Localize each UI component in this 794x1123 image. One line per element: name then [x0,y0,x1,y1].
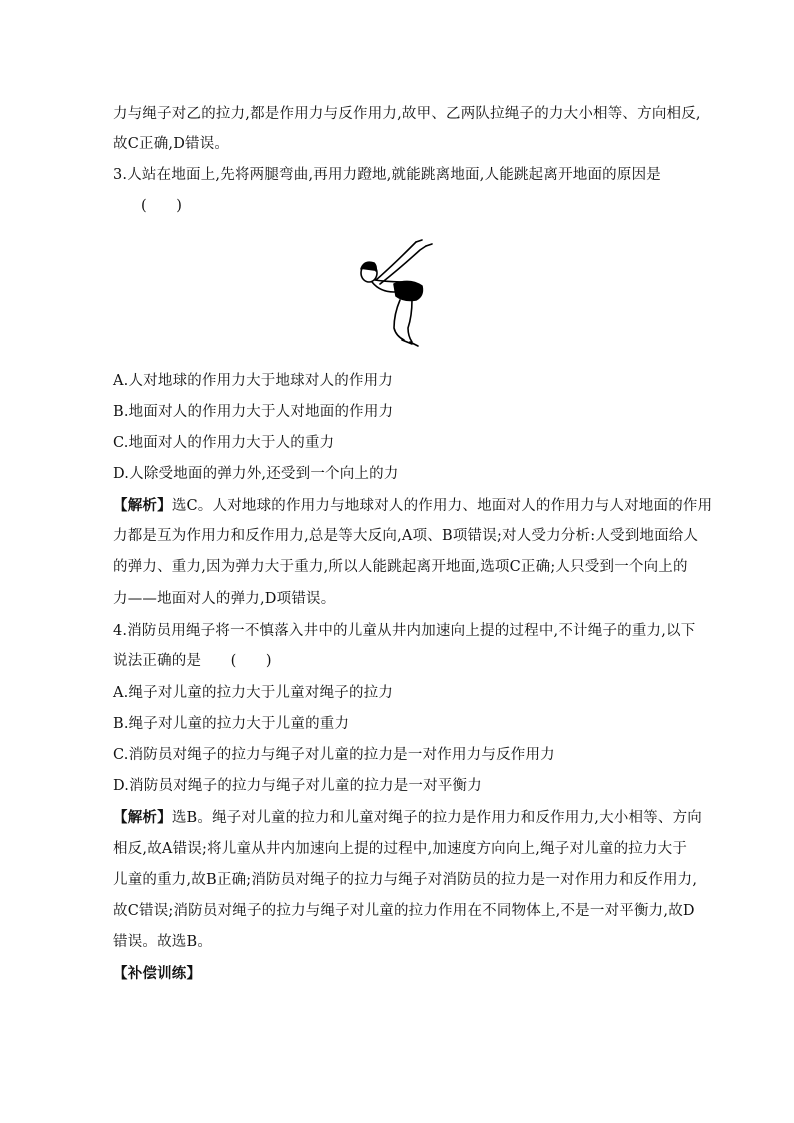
option-c: C.消防员对绳子的拉力与绳子对儿童的拉力是一对作用力与反作用力 [113,747,555,763]
question-3-stem: 3.人站在地面上,先将两腿弯曲,再用力蹬地,就能跳离地面,人能跳起离开地面的原因是 [113,167,661,183]
text-line: 故C正确,D错误。 [113,136,230,152]
answer-blank: ( ) [141,198,183,214]
option-c: C.地面对人的作用力大于人的重力 [113,435,335,451]
text-line: 力都是互为作用力和反作用力,总是等大反向,A项、B项错误;对人受力分析:人受到地面给人 [113,528,699,544]
option-d: D.消防员对绳子的拉力与绳子对儿童的拉力是一对平衡力 [113,778,482,794]
analysis-text: 选C。人对地球的作用力与地球对人的作用力、地面对人的作用力与人对地面的作用 [171,498,713,514]
text-line: 的弹力、重力,因为弹力大于重力,所以人能跳起离开地面,选项C正确;人只受到一个向上的 [113,559,688,575]
analysis-paragraph [113,496,712,516]
option-a: A.人对地球的作用力大于地球对人的作用力 [113,373,394,389]
jumping-person-figure [350,236,446,352]
jumper-illustration [350,236,446,352]
text-line: 错误。故选B。 [113,934,213,950]
analysis-label: 【解析】 [113,809,172,826]
text-line: 力与绳子对乙的拉力,都是作用力与反作用力,故甲、乙两队拉绳子的力大小相等、方向相反, [113,106,701,122]
option-d: D.人除受地面的弹力外,还受到一个向上的力 [113,466,399,482]
text-line: 儿童的重力,故B正确;消防员对绳子的拉力与绳子对消防员的拉力是一对作用力和反作用力, [113,872,698,888]
option-b: B.绳子对儿童的拉力大于儿童的重力 [113,716,350,732]
analysis-label: 【解析】 [113,497,172,514]
question-4-stem: 4.消防员用绳子将一不慎落入井中的儿童从井内加速向上提的过程中,不计绳子的重力,以下 [113,623,696,639]
text-line: 故C错误;消防员对绳子的拉力与绳子对儿童的拉力作用在不同物体上,不是一对平衡力,故D [113,903,695,919]
text-line: 相反,故A错误;将儿童从井内加速向上提的过程中,加速度方向向上,绳子对儿童的拉力大于 [113,841,688,857]
text-line: 说法正确的是 ( ) [113,653,272,669]
option-a: A.绳子对儿童的拉力大于儿童对绳子的拉力 [113,685,394,701]
section-heading: 【补偿训练】 [113,965,202,982]
text-line: 力——地面对人的弹力,D项错误。 [113,591,336,607]
option-b: B.地面对人的作用力大于人对地面的作用力 [113,404,394,420]
analysis-paragraph [113,808,702,828]
analysis-text: 选B。绳子对儿童的拉力和儿童对绳子的拉力是作用力和反作用力,大小相等、方向 [171,810,702,826]
